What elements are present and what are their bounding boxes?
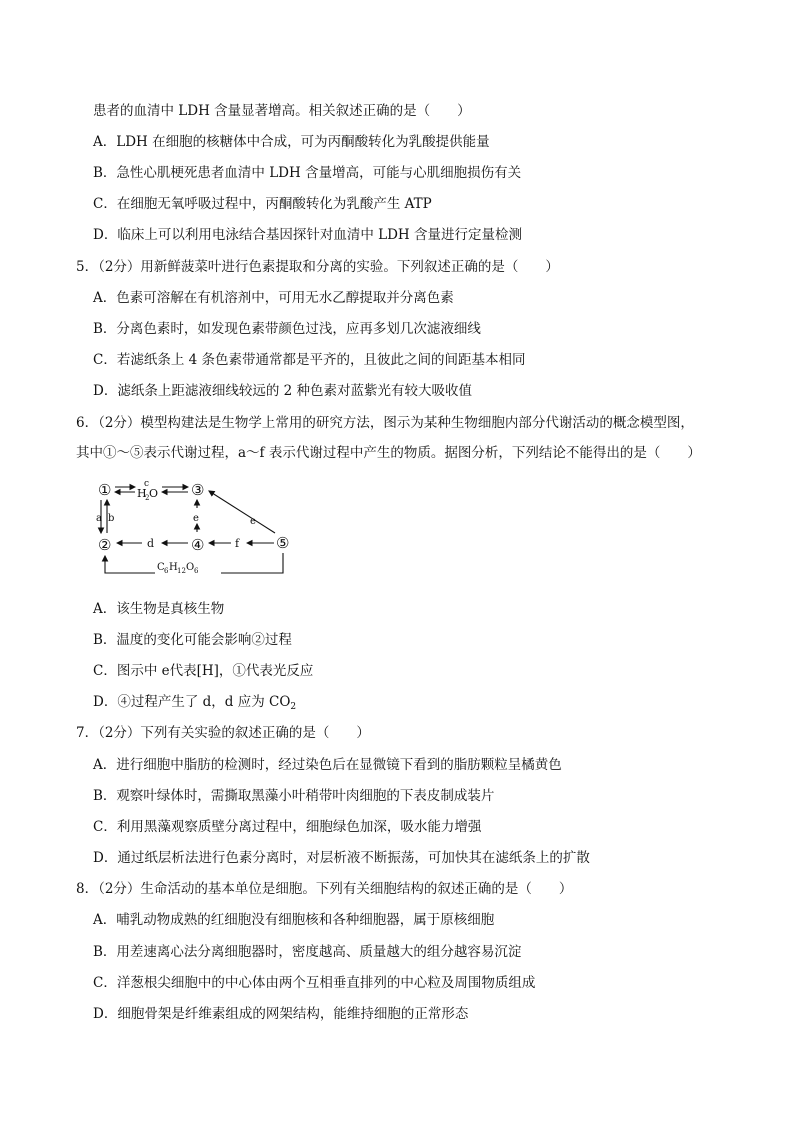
q4-option-b: B．急性心肌梗死患者血清中 LDH 含量增高，可能与心肌细胞损伤有关 — [93, 165, 522, 181]
node-2: ② — [98, 536, 112, 554]
glc-o: O — [186, 562, 195, 573]
q6-option-c-pre: C．图示中 e代表[H]， — [93, 663, 233, 679]
q6-option-d-mark: ④ — [117, 694, 131, 710]
q5-stem: 5．（2分）用新鲜菠菜叶进行色素提取和分离的实验。下列叙述正确的是（ ） — [76, 259, 559, 275]
arrow-5-to-3 — [209, 491, 275, 533]
glc-c: C — [157, 562, 165, 573]
q6-option-b — [93, 630, 292, 650]
q7-option-a: A．进行细胞中脂肪的检测时，经过染色后在显微镜下看到的脂肪颗粒呈橘黄色 — [93, 757, 562, 773]
label-f: f — [235, 537, 240, 550]
q5-option-d: D．滤纸条上距滤液细线较远的 2 种色素对蓝紫光有较大吸收值 — [93, 383, 472, 399]
h2o-h: H — [137, 487, 147, 500]
label-a: a — [96, 513, 102, 524]
q4-option-a: A．LDH 在细胞的核糖体中合成，可为丙酮酸转化为乳酸提供能量 — [93, 134, 490, 150]
q6-option-d-mid: 过程产生了 d，d 应为 CO — [130, 694, 291, 710]
q6-option-a: A．该生物是真核生物 — [93, 601, 225, 617]
node-1: ① — [98, 481, 112, 499]
q7-option-b: B．观察叶绿体时，需撕取黑藻小叶稍带叶肉细胞的下表皮制成装片 — [93, 788, 495, 804]
glc-h: H — [169, 562, 178, 573]
q7-option-d: D．通过纸层析法进行色素分离时，对层析液不断振荡，可加快其在滤纸条上的扩散 — [93, 850, 590, 866]
q6-option-d-pre: D． — [93, 694, 118, 710]
label-d: d — [147, 537, 155, 550]
q8-option-b: B．用差速离心法分离细胞器时，密度越高、质量越大的组分越容易沉淀 — [93, 944, 522, 960]
glc-6a: 6 — [164, 567, 169, 575]
q6-option-b-mark: ② — [251, 632, 265, 648]
q4-stem-continuation: 患者的血清中 LDH 含量显著增高。相关叙述正确的是（ ） — [93, 103, 471, 119]
node-4: ④ — [191, 536, 205, 554]
q8-option-d: D．细胞骨架是纤维素组成的网架结构，能维持细胞的正常形态 — [93, 1006, 469, 1022]
q7-stem: 7．（2分）下列有关实验的叙述正确的是（ ） — [76, 725, 370, 741]
q5-option-b: B．分离色素时，如发现色素带颜色过浅，应再多划几次滤液细线 — [93, 321, 481, 337]
q6-option-d-sub: 2 — [290, 702, 297, 712]
label-e-diagonal: e — [250, 516, 256, 527]
q6-option-b-post: 过程 — [264, 632, 292, 648]
q7-option-c: C．利用黑藻观察质壁分离过程中，细胞绿色加深，吸水能力增强 — [93, 819, 482, 835]
q8-stem: 8．（2分）生命活动的基本单位是细胞。下列有关细胞结构的叙述正确的是（ ） — [76, 881, 573, 897]
label-c: c — [144, 479, 150, 489]
q6-option-c — [93, 661, 313, 681]
h2o-o: O — [149, 487, 159, 500]
q8-option-c: C．洋葱根尖细胞中的中心体由两个互相垂直排列的中心粒及周围物质组成 — [93, 975, 536, 991]
q4-option-c: C．在细胞无氧呼吸过程中，丙酮酸转化为乳酸产生 ATP — [93, 196, 432, 212]
glc-12: 12 — [177, 567, 186, 575]
q6-stem-line2: 其中①～⑤表示代谢过程，a～f 表示代谢过程中产生的物质。据图分析，下列结论不能得出的是（ ） — [76, 445, 701, 461]
q4-option-d: D．临床上可以利用电泳结合基因探针对血清中 LDH 含量进行定量检测 — [93, 227, 522, 243]
q5-option-a: A．色素可溶解在有机溶剂中，可用无水乙醇提取并分离色素 — [93, 290, 454, 306]
label-b: b — [108, 513, 115, 524]
metabolism-concept-diagram — [95, 476, 305, 584]
q6-stem-line1: 6．（2分）模型构建法是生物学上常用的研究方法，图示为某种生物细胞内部分代谢活动的概念模型图， — [76, 415, 694, 431]
q5-option-c: C．若滤纸条上 4 条色素带通常都是平齐的，且彼此之间的间距基本相同 — [93, 352, 526, 368]
q6-option-c-post: 代表光反应 — [245, 663, 314, 679]
h2o-2: 2 — [145, 494, 150, 502]
q8-option-a: A．哺乳动物成熟的红细胞没有细胞核和各种细胞器，属于原核细胞 — [93, 912, 495, 928]
glc-6b: 6 — [194, 567, 199, 575]
node-5: ⑤ — [276, 534, 290, 552]
label-e-vertical: e — [193, 513, 199, 524]
q6-option-b-pre: B．温度的变化可能会影响 — [93, 632, 252, 648]
q6-option-c-mark: ① — [232, 663, 246, 679]
q6-option-d — [93, 692, 296, 717]
node-3: ③ — [191, 481, 205, 499]
